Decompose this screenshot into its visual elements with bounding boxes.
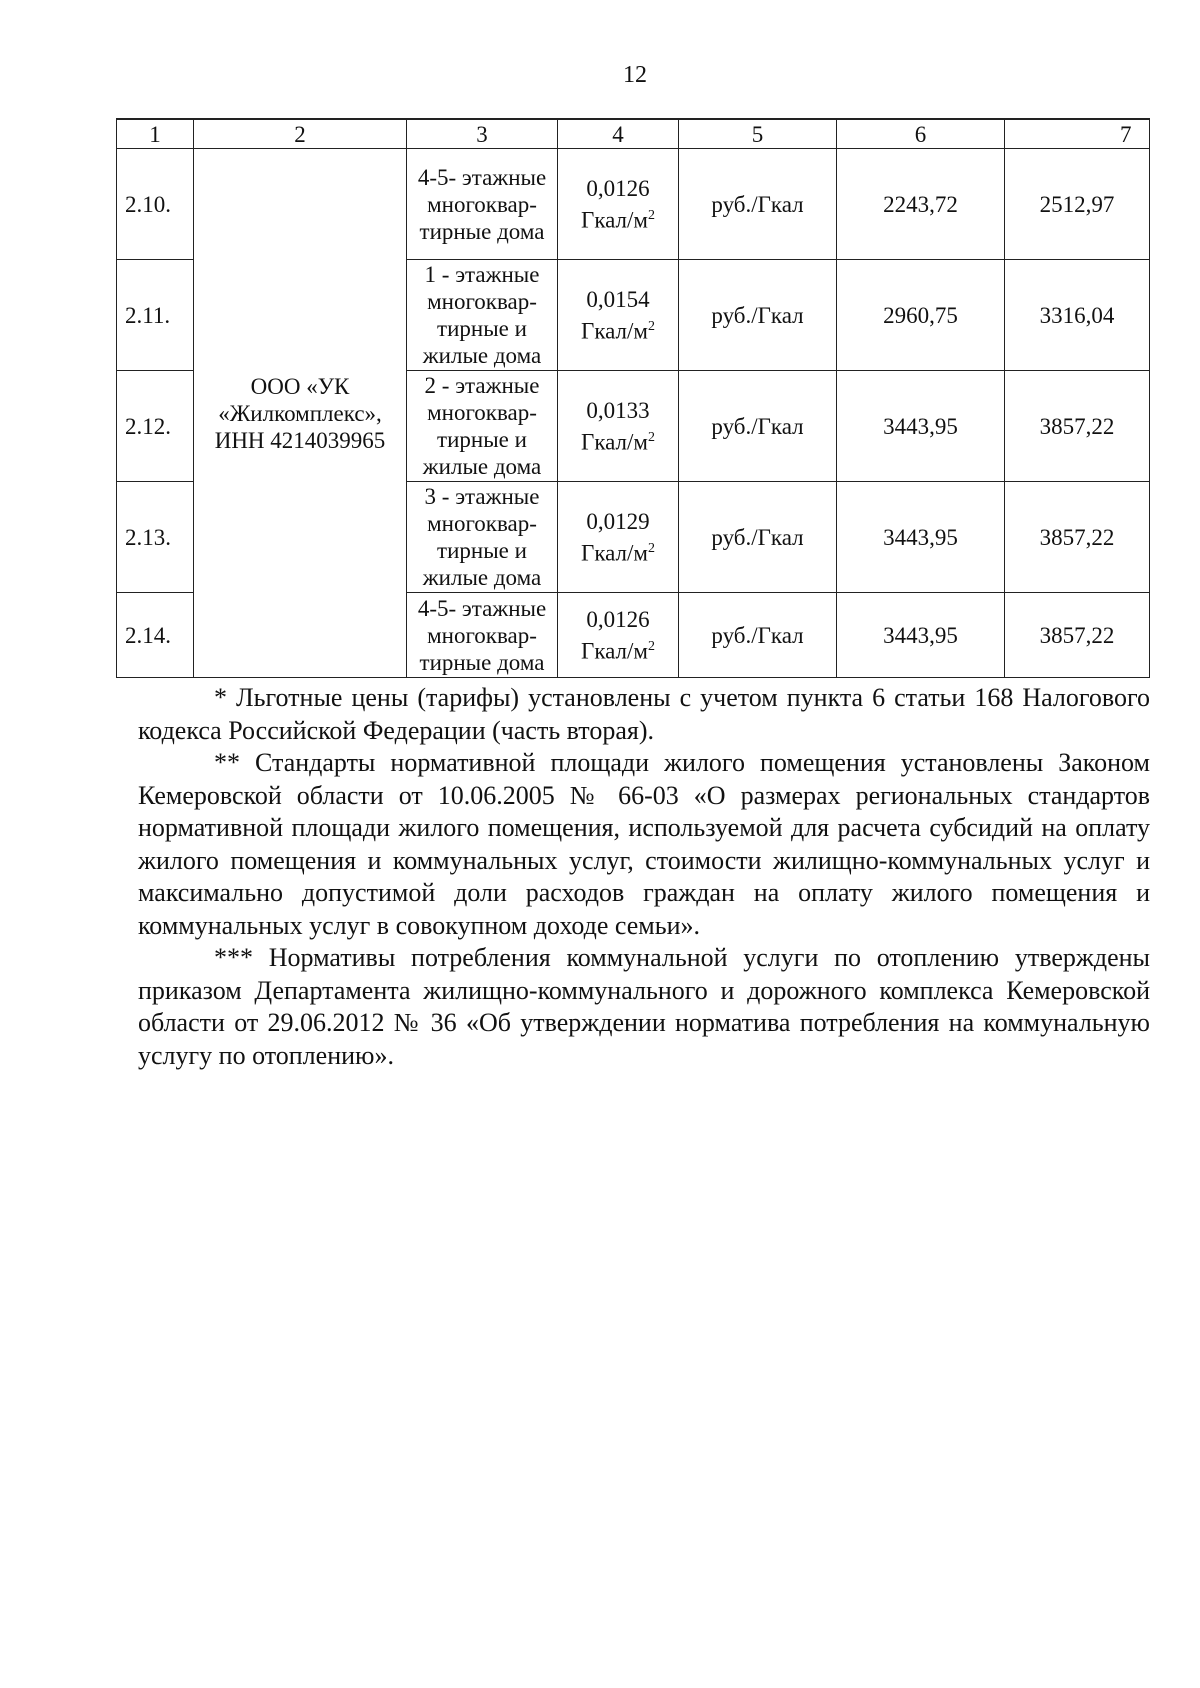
- building-type-line: многоквар-: [427, 289, 537, 314]
- norm-unit-superscript: 2: [647, 207, 655, 223]
- norm-unit: Гкал/м: [581, 638, 648, 664]
- table-header-row: [117, 119, 1150, 149]
- building-type-line: тирные дома: [419, 218, 545, 244]
- footnote-benefit-prices: * Льготные цены (тарифы) установлены с учетом пункта 6 статьи 168 Налогового кодекса Российской Федерации (часть вторая).: [138, 683, 1150, 745]
- norm-unit-superscript: 2: [647, 318, 655, 334]
- price-vat-cell: 3857,22: [1005, 593, 1150, 678]
- row-number: 2.11.: [117, 260, 194, 371]
- price-cell: 3443,95: [837, 482, 1005, 593]
- norm-unit: Гкал/м: [581, 429, 648, 455]
- organization-cell: [194, 149, 407, 678]
- unit-cell: руб./Гкал: [679, 149, 837, 260]
- norm-unit: Гкал/м: [581, 318, 648, 344]
- building-type-line: жилые дома: [422, 565, 542, 590]
- norm-value: 0,0126: [586, 175, 650, 201]
- norm-value: 0,0133: [586, 397, 650, 423]
- building-type-cell: [407, 149, 558, 260]
- price-vat-cell: 3857,22: [1005, 371, 1150, 482]
- building-type-line: жилые дома: [422, 343, 542, 368]
- header-cell: 3: [407, 119, 558, 149]
- building-type-line: многоквар-: [427, 191, 537, 217]
- norm-cell: [558, 593, 679, 678]
- header-cell: 2: [194, 119, 407, 149]
- building-type-line: 1 - этажные: [424, 262, 540, 287]
- norm-cell: [558, 260, 679, 371]
- building-type-cell: [407, 593, 558, 678]
- price-cell: 2243,72: [837, 149, 1005, 260]
- footnote-heating-norms: *** Нормативы потребления коммунальной услуги по отоплению утверждены приказом Департамента жилищно-коммунального и дорожного комплекса Кемеровской области от 29.06.2012 № 36 «Об утверждении норматива потребления на коммунальную услугу по отоплению».: [138, 943, 1150, 1070]
- norm-value: 0,0154: [586, 286, 650, 312]
- row-number: 2.10.: [117, 149, 194, 260]
- table-row: [117, 149, 1150, 260]
- header-cell: 6: [837, 119, 1005, 149]
- building-type-line: 4-5- этажные: [417, 595, 547, 621]
- tariff-table: [116, 118, 1150, 678]
- page-number: 12: [623, 62, 647, 88]
- row-number: 2.14.: [117, 593, 194, 678]
- unit-cell: руб./Гкал: [679, 593, 837, 678]
- price-cell: 3443,95: [837, 593, 1005, 678]
- building-type-cell: [407, 371, 558, 482]
- header-cell: 7: [1005, 119, 1150, 149]
- building-type-line: 2 - этажные: [424, 373, 540, 398]
- norm-unit: Гкал/м: [581, 540, 648, 566]
- building-type-line: тирные и: [437, 538, 527, 563]
- building-type-line: жилые дома: [422, 454, 542, 479]
- norm-cell: [558, 371, 679, 482]
- unit-cell: руб./Гкал: [679, 482, 837, 593]
- row-number: 2.12.: [117, 371, 194, 482]
- price-cell: 3443,95: [837, 371, 1005, 482]
- header-cell: 1: [117, 119, 194, 149]
- organization-line: ИНН 4214039965: [214, 427, 386, 453]
- norm-unit: Гкал/м: [581, 207, 648, 233]
- building-type-line: 3 - этажные: [424, 484, 540, 509]
- building-type-line: тирные дома: [419, 649, 545, 675]
- footnote-area-standards: ** Стандарты нормативной площади жилого помещения установлены Законом Кемеровской области от 10.06.2005 № 66-03 «О размерах региональных стандартов нормативной площади жилого помещения, используемой для расчета субсидий на оплату жилого помещения и коммунальных услуг, стоимости жилищно-коммунальных услуг и максимально допустимой доли расходов граждан на оплату жилого помещения и коммунальных услуг в совокупном доходе семьи».: [138, 748, 1150, 940]
- price-vat-cell: 2512,97: [1005, 149, 1150, 260]
- organization-line: «Жилкомплекс»,: [218, 400, 382, 426]
- organization-line: ООО «УК: [250, 373, 350, 399]
- price-vat-cell: 3316,04: [1005, 260, 1150, 371]
- norm-cell: [558, 482, 679, 593]
- unit-cell: руб./Гкал: [679, 371, 837, 482]
- norm-value: 0,0126: [586, 606, 650, 632]
- price-cell: 2960,75: [837, 260, 1005, 371]
- norm-value: 0,0129: [586, 508, 650, 534]
- header-cell: 5: [679, 119, 837, 149]
- footnotes: [138, 682, 1150, 1072]
- building-type-line: многоквар-: [427, 511, 537, 536]
- building-type-cell: [407, 260, 558, 371]
- norm-unit-superscript: 2: [647, 429, 655, 445]
- building-type-line: многоквар-: [427, 400, 537, 425]
- norm-unit-superscript: 2: [647, 540, 655, 556]
- building-type-cell: [407, 482, 558, 593]
- building-type-line: тирные и: [437, 316, 527, 341]
- unit-cell: руб./Гкал: [679, 260, 837, 371]
- row-number: 2.13.: [117, 482, 194, 593]
- norm-cell: [558, 149, 679, 260]
- building-type-line: многоквар-: [427, 622, 537, 648]
- building-type-line: тирные и: [437, 427, 527, 452]
- building-type-line: 4-5- этажные: [417, 164, 547, 190]
- header-cell: 4: [558, 119, 679, 149]
- price-vat-cell: 3857,22: [1005, 482, 1150, 593]
- norm-unit-superscript: 2: [647, 638, 655, 654]
